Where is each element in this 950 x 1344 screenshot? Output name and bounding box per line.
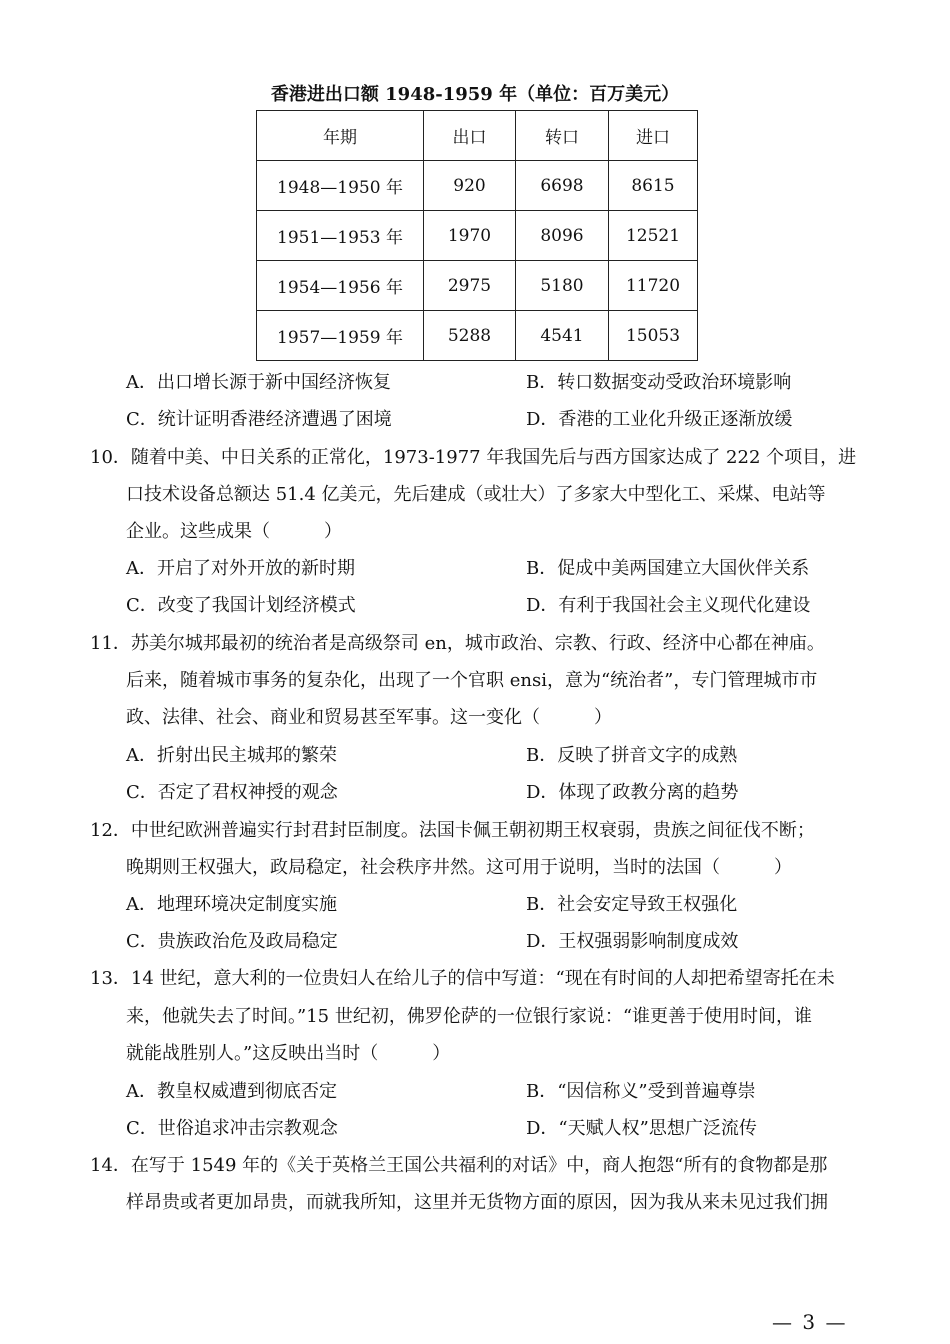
- q11-line-1: 11．苏美尔城邦最初的统治者是高级祭司 en，城市政治、宗教、行政、经济中心都在神庙。: [90, 633, 825, 654]
- q14-line-1: 14．在写于 1549 年的《关于英格兰王国公共福利的对话》中，商人抱怨“所有的食物都是那: [90, 1155, 828, 1176]
- q9-option-c: C．统计证明香港经济遭遇了困境: [126, 409, 392, 430]
- table-title: 香港进出口额 1948-1959 年（单位：百万美元）: [270, 84, 680, 105]
- q13-line-2: 来，他就失去了时间。”15 世纪初，佛罗伦萨的一位银行家说：“谁更善于使用时间，谁: [126, 1006, 813, 1027]
- page-number: — 3 —: [772, 1310, 848, 1334]
- q12-line-1: 12．中世纪欧洲普遍实行封君封臣制度。法国卡佩王朝初期王权衰弱，贵族之间征伐不断；: [90, 820, 815, 841]
- q10-line-2: 口技术设备总额达 51.4 亿美元，先后建成（或壮大）了多家大中型化工、采煤、电站等: [126, 484, 826, 505]
- q12-option-b: B．社会安定导致王权强化: [526, 894, 738, 915]
- cell-period: 1957—1959 年: [257, 311, 424, 361]
- q9-option-d: D．香港的工业化升级正逐渐放缓: [526, 409, 793, 430]
- q10-option-a: A．开启了对外开放的新时期: [126, 558, 355, 579]
- q9-option-b: B．转口数据变动受政治环境影响: [526, 372, 792, 393]
- q11-option-b: B．反映了拼音文字的成熟: [526, 745, 738, 766]
- q14-line-2: 样昂贵或者更加昂贵，而就我所知，这里并无货物方面的原因，因为我从来未见过我们拥: [126, 1192, 828, 1213]
- q13-line-1: 13．14 世纪，意大利的一位贵妇人在给儿子的信中写道：“现在有时间的人却把希望寄托在未: [90, 968, 835, 989]
- cell-period: 1948—1950 年: [257, 161, 424, 211]
- q10-line-1: 10．随着中美、中日关系的正常化，1973-1977 年我国先后与西方国家达成了 222 个项目，进: [90, 447, 857, 468]
- table-row: [257, 311, 698, 361]
- q10-option-b: B．促成中美两国建立大国伙伴关系: [526, 558, 810, 579]
- cell-reexport: 4541: [516, 311, 609, 361]
- q13-option-a: A．教皇权威遭到彻底否定: [126, 1081, 337, 1102]
- q10-option-c: C．改变了我国计划经济模式: [126, 595, 356, 616]
- header-period: 年期: [257, 111, 424, 161]
- q11-line-3: 政、法律、社会、商业和贸易甚至军事。这一变化（ ）: [126, 707, 612, 728]
- q11-line-2: 后来，随着城市事务的复杂化，出现了一个官职 ensi，意为“统治者”，专门管理城市市: [126, 670, 818, 691]
- cell-import: 11720: [609, 261, 698, 311]
- header-import: 进口: [609, 111, 698, 161]
- cell-export: 920: [424, 161, 516, 211]
- table-row: [257, 211, 698, 261]
- q13-option-b: B．“因信称义”受到普遍尊崇: [526, 1081, 756, 1102]
- q13-option-d: D．“天赋人权”思想广泛流传: [526, 1118, 757, 1139]
- table-row: [257, 261, 698, 311]
- q12-option-d: D．王权强弱影响制度成效: [526, 931, 739, 952]
- cell-reexport: 6698: [516, 161, 609, 211]
- q9-option-a: A．出口增长源于新中国经济恢复: [126, 372, 391, 393]
- cell-reexport: 8096: [516, 211, 609, 261]
- cell-export: 1970: [424, 211, 516, 261]
- table-row: [257, 161, 698, 211]
- q10-option-d: D．有利于我国社会主义现代化建设: [526, 595, 811, 616]
- q12-option-c: C．贵族政治危及政局稳定: [126, 931, 338, 952]
- header-reexport: 转口: [516, 111, 609, 161]
- q11-option-d: D．体现了政教分离的趋势: [526, 782, 739, 803]
- q11-option-c: C．否定了君权神授的观念: [126, 782, 338, 803]
- cell-export: 5288: [424, 311, 516, 361]
- q13-line-3: 就能战胜别人。”这反映出当时（ ）: [126, 1043, 451, 1064]
- table-header-row: [257, 111, 698, 161]
- q10-line-3: 企业。这些成果（ ）: [126, 521, 342, 542]
- q12-option-a: A．地理环境决定制度实施: [126, 894, 337, 915]
- header-export: 出口: [424, 111, 516, 161]
- cell-import: 12521: [609, 211, 698, 261]
- trade-table: [256, 110, 698, 361]
- q11-option-a: A．折射出民主城邦的繁荣: [126, 745, 337, 766]
- cell-period: 1954—1956 年: [257, 261, 424, 311]
- cell-export: 2975: [424, 261, 516, 311]
- cell-import: 15053: [609, 311, 698, 361]
- cell-period: 1951—1953 年: [257, 211, 424, 261]
- cell-reexport: 5180: [516, 261, 609, 311]
- q13-option-c: C．世俗追求冲击宗教观念: [126, 1118, 338, 1139]
- cell-import: 8615: [609, 161, 698, 211]
- q12-line-2: 晚期则王权强大，政局稳定，社会秩序井然。这可用于说明，当时的法国（ ）: [126, 857, 792, 878]
